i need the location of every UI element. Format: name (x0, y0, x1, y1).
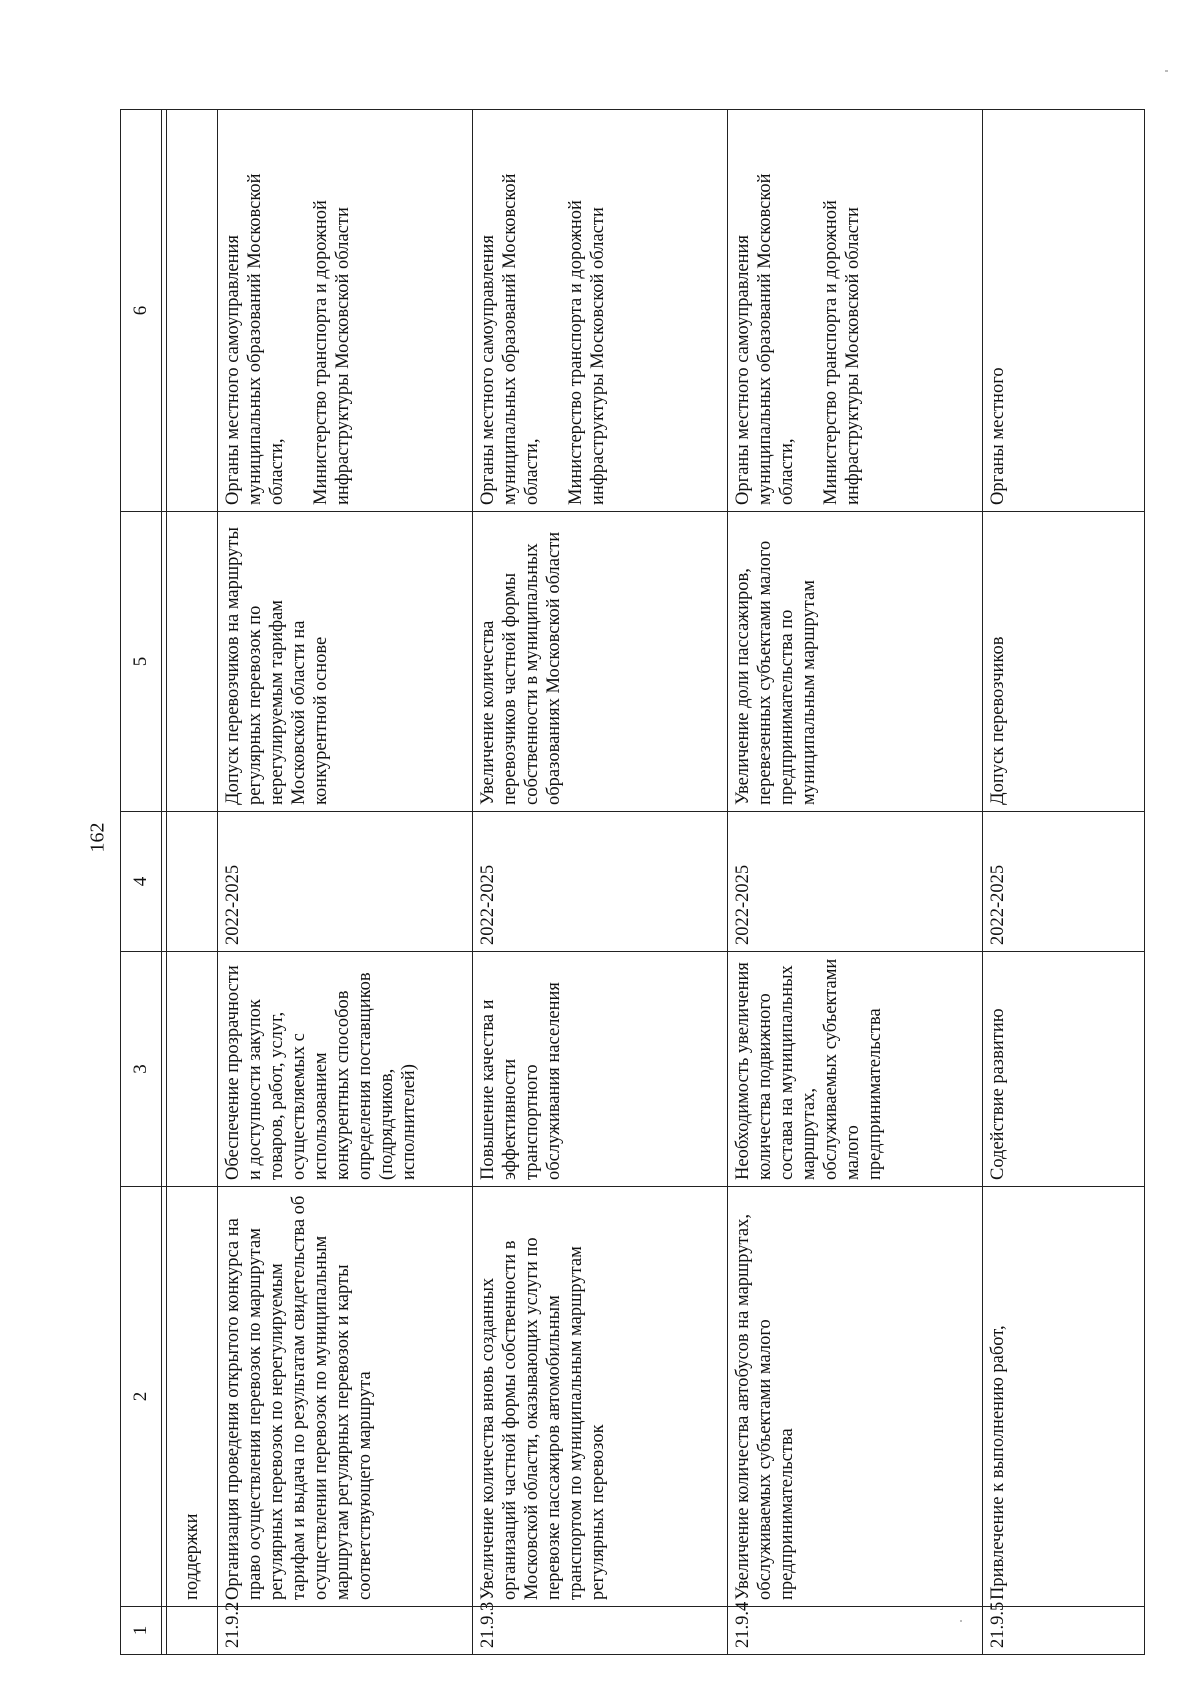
scan-speck (1165, 70, 1168, 72)
result-cell: Увеличение количества перевозчиков частной формы собственности в муниципальных образованиях Московской области (473, 512, 728, 812)
result-cell: Увеличение доли пассажиров, перевезенных субъектами малого предпринимательства по муниципальным маршрутам (728, 512, 983, 812)
period-cell: 2022-2025 (218, 812, 473, 952)
result-cell: Допуск перевозчиков (983, 512, 1145, 812)
responsible-cell: Органы местного самоуправления муниципальных образований Московской области, Министерство транспорта и дорожной инфраструктуры Московской области (473, 110, 728, 512)
row-id: 21.9.4 (728, 1607, 983, 1655)
period-cell: 2022-2025 (473, 812, 728, 952)
table-row (983, 110, 1145, 1655)
responsible-cell: Органы местного самоуправления муниципальных образований Московской области, Министерство транспорта и дорожной инфраструктуры Московской области (218, 110, 473, 512)
measure-cell: Привлечение к выполнению работ, (983, 1187, 1145, 1607)
problem-cell: Повышение качества и эффективности транспортного обслуживания населения (473, 952, 728, 1187)
row-id: 21.9.5 (983, 1607, 1145, 1655)
header-cell: 5 (121, 512, 162, 812)
problem-cell: Обеспечение прозрачности и доступности закупок товаров, работ, услуг, осуществляемых с использованием конкурентных способов определения поставщиков (подрядчиков, исполнителей) (218, 952, 473, 1187)
measure-cell: Увеличение количества автобусов на маршрутах, обслуживаемых субъектами малого предпринимательства (728, 1187, 983, 1607)
responsible-cell: Органы местного (983, 110, 1145, 512)
continuation-text: поддержки (167, 1187, 218, 1607)
page-number: 162 (86, 822, 109, 853)
table-row (473, 110, 728, 1655)
period-cell: 2022-2025 (983, 812, 1145, 952)
header-cell: 3 (121, 952, 162, 1187)
header-cell: 4 (121, 812, 162, 952)
problem-cell: Необходимость увеличения количества подвижного состава на муниципальных маршрутах, обслуживаемых субъектами малого предпринимательства (728, 952, 983, 1187)
table-row (728, 110, 983, 1655)
continuation-row (167, 110, 218, 1655)
header-cell: 2 (121, 1187, 162, 1607)
table-row (218, 110, 473, 1655)
result-cell: Допуск перевозчиков на маршруты регулярных перевозок по нерегулируемым тарифам Московской области на конкурентной основе (218, 512, 473, 812)
problem-cell: Содействие развитию (983, 952, 1145, 1187)
measures-table (120, 109, 1145, 1655)
rotated-table-container (120, 110, 1145, 1655)
measure-cell: Организация проведения открытого конкурса на право осуществления перевозок по маршрутам регулярных перевозок по нерегулируемым тарифам и выдача по результатам свидетельства об осуществлении перевозок по муниципальным маршрутам регулярных перевозок и карты соответствующего маршрута (218, 1187, 473, 1607)
row-id: 21.9.2 (218, 1607, 473, 1655)
responsible-cell: Органы местного самоуправления муниципальных образований Московской области, Министерство транспорта и дорожной инфраструктуры Московской области (728, 110, 983, 512)
header-row (121, 110, 162, 1655)
header-cell: 6 (121, 110, 162, 512)
period-cell: 2022-2025 (728, 812, 983, 952)
scan-speck (960, 1620, 962, 1622)
header-cell: 1 (121, 1607, 162, 1655)
row-id: 21.9.3 (473, 1607, 728, 1655)
measure-cell: Увеличение количества вновь созданных организаций частной формы собственности в Московской области, оказывающих услуги по перевозке пассажиров автомобильным транспортом по муниципальным маршрутам регулярных перевозок (473, 1187, 728, 1607)
